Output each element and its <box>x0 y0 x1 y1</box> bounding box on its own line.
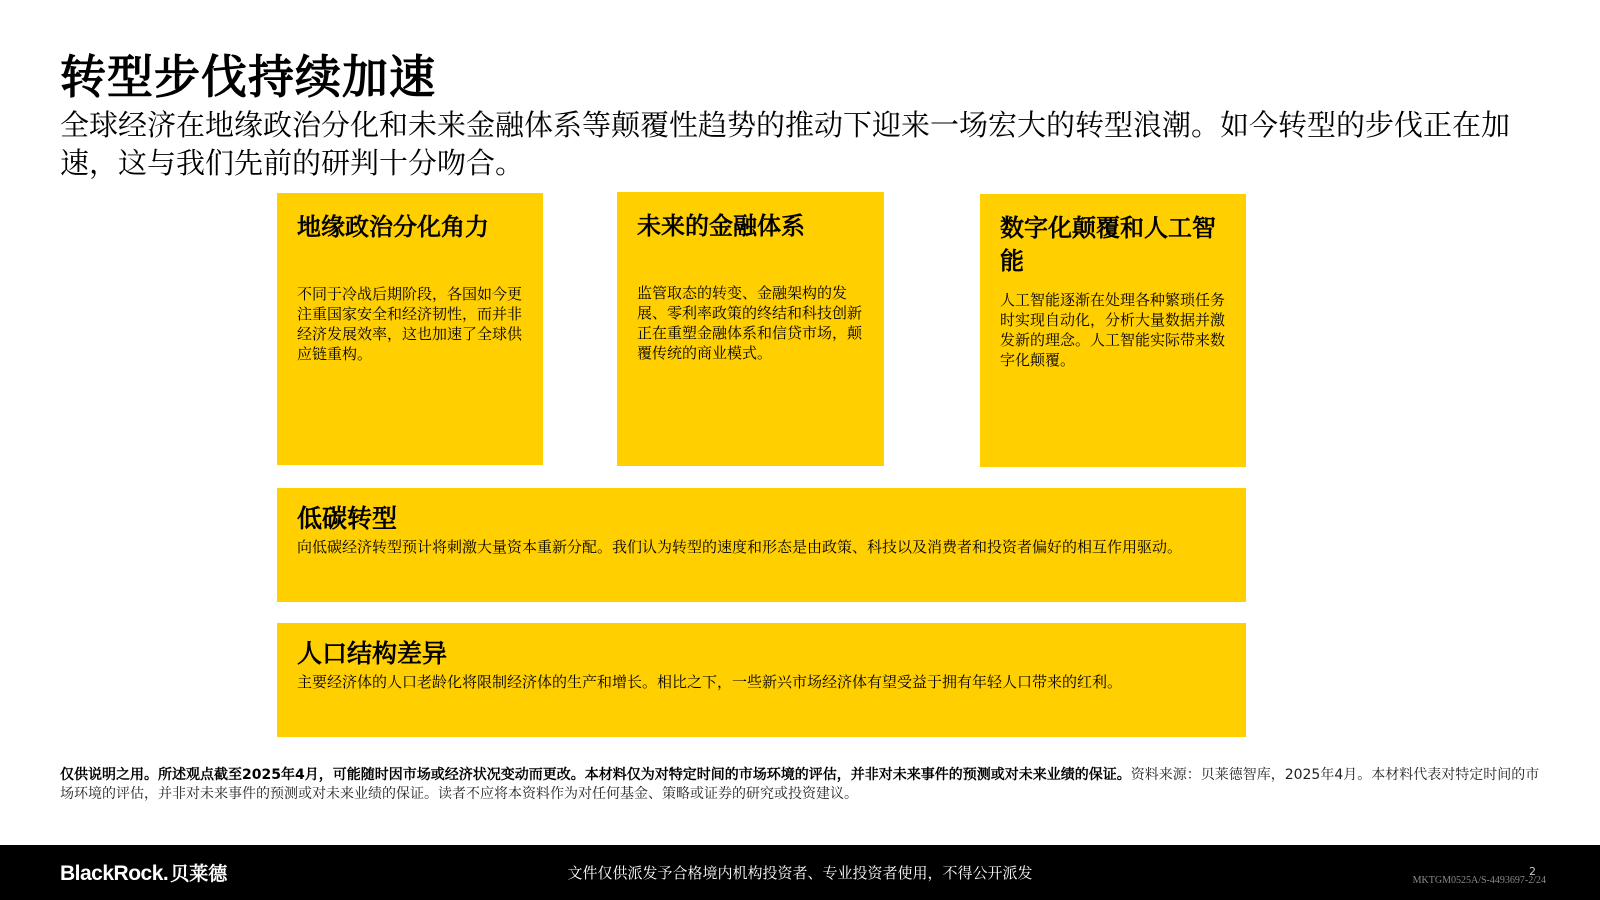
card-body: 不同于冷战后期阶段，各国如今更注重国家安全和经济韧性，而并非经济发展效率，这也加速了全球供应链重构。 <box>297 285 523 363</box>
card-geopolitics <box>277 193 543 465</box>
card-title: 低碳转型 <box>297 504 398 533</box>
card-body: 向低碳经济转型预计将刺激大量资本重新分配。我们认为转型的速度和形态是由政策、科技以及消费者和投资者偏好的相互作用驱动。 <box>297 538 1183 556</box>
card-body: 主要经济体的人口老龄化将限制经济体的生产和增长。相比之下，一些新兴市场经济体有望受益于拥有年轻人口带来的红利。 <box>297 673 1123 691</box>
card-digital-disruption-ai <box>980 194 1246 467</box>
card-body: 监管取态的转变、金融架构的发展、零利率政策的终结和科技创新正在重塑金融体系和信贷市场，颠覆传统的商业模式。 <box>637 284 863 362</box>
logo-en: BlackRock. <box>60 862 169 885</box>
page-title: 转型步伐持续加速 <box>60 50 436 104</box>
card-title: 地缘政治分化角力 <box>297 213 489 241</box>
logo-cn: 贝莱德 <box>170 863 228 885</box>
page-number: 2 <box>1529 865 1536 878</box>
card-title: 未来的金融体系 <box>637 212 805 240</box>
document-code: MKTGM0525A/S-4493697-2/24 <box>1412 875 1546 886</box>
distribution-notice: 文件仅供派发予合格境内机构投资者、专业投资者使用，不得公开派发 <box>567 864 1033 882</box>
footer-bar <box>0 845 1600 900</box>
disclaimer-source: 资料来源：贝莱德智库，2025年4月。本材料代表对特定时间的市场环境的评估，并非对未来事件的预测或对未来业绩的保证。读者不应将本资料作为对任何基金、策略或证券的研究或投资建议。 <box>60 767 1540 802</box>
card-demographic-divergence <box>277 623 1246 737</box>
card-low-carbon-transition <box>277 488 1246 602</box>
disclaimer <box>60 766 1550 804</box>
card-future-finance <box>617 192 884 466</box>
disclaimer-bold: 仅供说明之用。所述观点截至2025年4月，可能随时因市场或经济状况变动而更改。本材料仅为对特定时间的市场环境的评估，并非对未来事件的预测或对未来业绩的保证。 <box>60 767 1131 783</box>
card-body: 人工智能逐渐在处理各种繁琐任务时实现自动化，分析大量数据并激发新的理念。人工智能实际带来数字化颠覆。 <box>1000 291 1226 369</box>
card-title: 人口结构差异 <box>297 639 448 668</box>
card-title: 数字化颠覆和人工智能 <box>1000 214 1216 275</box>
page-subtitle: 全球经济在地缘政治分化和未来金融体系等颠覆性趋势的推动下迎来一场宏大的转型浪潮。如今转型的步伐正在加速，这与我们先前的研判十分吻合。 <box>60 108 1511 180</box>
